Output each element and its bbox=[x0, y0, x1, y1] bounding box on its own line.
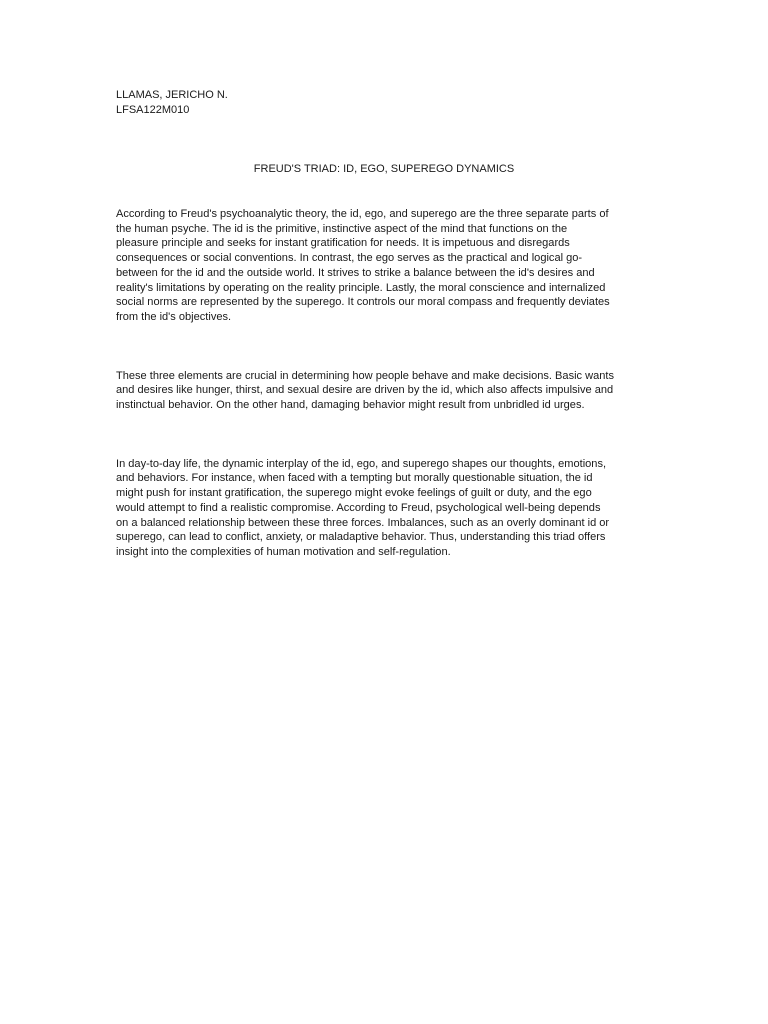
paragraph-line: the human psyche. The id is the primitive, instinctive aspect of the mind that functions on the bbox=[116, 222, 568, 235]
paragraph-line: and behaviors. For instance, when faced with a tempting but morally questionable situation, the id bbox=[116, 472, 593, 485]
paragraph-line: insight into the complexities of human motivation and self-regulation. bbox=[116, 545, 451, 558]
paragraph-line: social norms are represented by the superego. It controls our moral compass and frequently deviates bbox=[116, 296, 610, 309]
paragraph-line: between for the id and the outside world. It strives to strike a balance between the id's desires and bbox=[116, 266, 595, 279]
paragraph-line: instinctual behavior. On the other hand, damaging behavior might result from unbridled id urges. bbox=[116, 399, 585, 412]
document-body bbox=[116, 207, 652, 604]
paragraph-2 bbox=[116, 369, 652, 413]
paragraph-3 bbox=[116, 457, 652, 560]
paragraph-line: from the id's objectives. bbox=[116, 310, 232, 323]
paragraph-line: consequences or social conventions. In contrast, the ego serves as the practical and logical go- bbox=[116, 252, 583, 265]
paragraph-line: might push for instant gratification, the superego might evoke feelings of guilt or duty, and the ego bbox=[116, 487, 592, 500]
paragraph-line: pleasure principle and seeks for instant gratification for needs. It is impetuous and disregards bbox=[116, 237, 570, 250]
paragraph-line: These three elements are crucial in determining how people behave and make decisions. Basic wants bbox=[116, 369, 614, 382]
paragraph-line: In day-to-day life, the dynamic interplay of the id, ego, and superego shapes our thoughts, emotions, bbox=[116, 457, 607, 470]
paragraph-1 bbox=[116, 207, 652, 325]
paragraph-line: According to Freud's psychoanalytic theory, the id, ego, and superego are the three separate parts of bbox=[116, 208, 609, 220]
student-code: LFSA122M010 bbox=[116, 104, 190, 116]
paragraph-line: would attempt to find a realistic compromise. According to Freud, psychological well-being depends bbox=[116, 501, 601, 514]
author-block bbox=[116, 88, 228, 118]
paragraph-line: on a balanced relationship between these three forces. Imbalances, such as an overly dominant id or bbox=[116, 516, 610, 529]
paragraph-line: superego, can lead to conflict, anxiety, or maladaptive behavior. Thus, understanding this triad offers bbox=[116, 531, 606, 544]
document-title: FREUD'S TRIAD: ID, EGO, SUPEREGO DYNAMICS bbox=[253, 163, 515, 175]
paragraph-line: reality's limitations by operating on the reality principle. Lastly, the moral conscience and internalized bbox=[116, 281, 606, 294]
author-name: LLAMAS, JERICHO N. bbox=[116, 89, 228, 101]
paragraph-line: and desires like hunger, thirst, and sexual desire are driven by the id, which also affects impulsive and bbox=[116, 384, 614, 397]
